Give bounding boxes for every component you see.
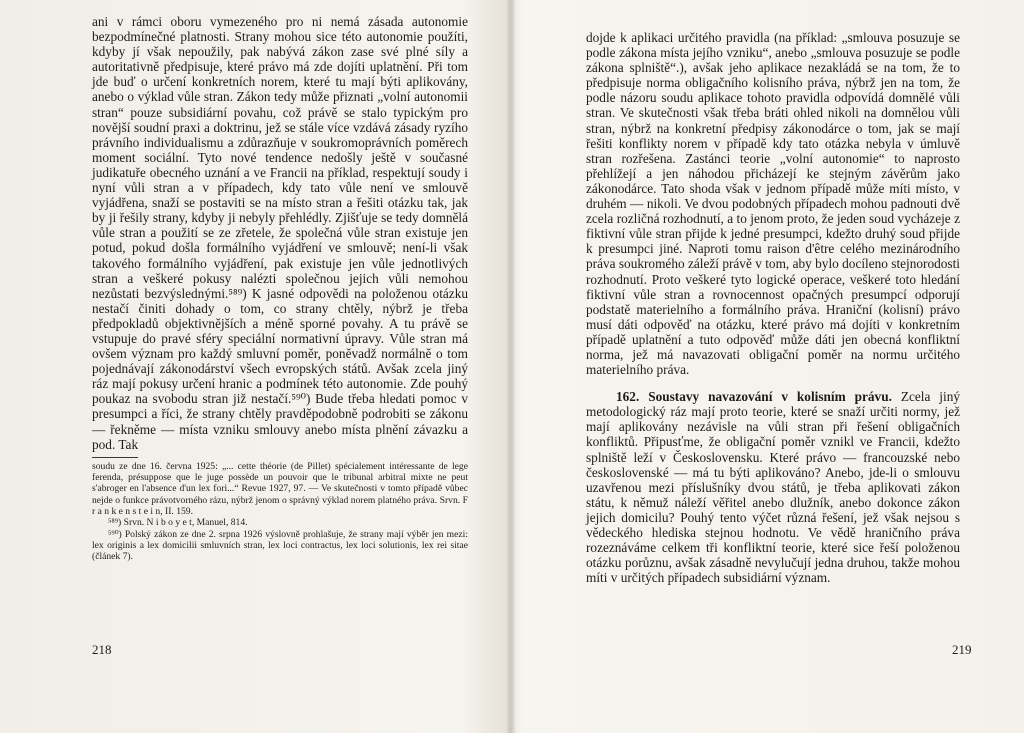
page-number-left: 218 bbox=[92, 642, 112, 657]
footnote-rule bbox=[92, 457, 138, 458]
left-text-block bbox=[92, 14, 468, 562]
footnote-continued: soudu ze dne 16. června 1925: „... cette théorie (de Pillet) spécialement intéressante de lege ferenda, présuppose que le juge possède un pouvoir que le tribunal arbitral mixte ne peut s'abroger en l'absence d'un lex fori...“ Revue 1927, 97. — Ve skutečnosti v tomto případě vůbec nejde o funkce právotvorného rázu, nýbrž jenom o správný výklad norem platného práva. Srvn. F r a n k e n s t e i n, II. 159. bbox=[92, 460, 468, 517]
right-paragraph-2 bbox=[586, 389, 960, 585]
right-text-block bbox=[586, 30, 960, 585]
left-paragraph: ani v rámci oboru vymezeného pro ni nemá zásada autonomie bezpodmínečné platnosti. Strany mohou sice této autonomie použíti, kdyby jí však nepoužily, pak nabývá zákon zase své plné síly a autoritativně předpisuje, které právo má zde dojíti uplatnění. Při tom jde buď o určení konkretních norem, které tu mají býti aplikovány, anebo o výklad vůle stran. Zákon tedy může přiznati „volní autonomii stran“ pouze subsidiární povahu, což právě se stalo typickým pro novější soudní praxi a doktrinu, jež se stále více vzdává zásady ryzího právního individualismu a zdůrazňuje v soukromoprávních poměrech moment sociální. Tyto nové tendence nedošly ještě v současné judikatuře obecného uznání a ve Francii na příklad, respektují soudy i nyní vůli stran a v případech, kdy tato vůle není ve smlouvě vyjádřena, snaží se postaviti se na místo stran a řešiti otázku tak, jak by ji řešily strany, kdyby ji nebyly přehlédly. Zjišťuje se tedy domnělá vůle stran a použití se ze zřetele, že společná vůle stran existuje jen potud, pokud došla formálního vyjádření ve smlouvě; není-li však takového formálního vyjádření, pak existuje jen vůle jednotlivých stran a veškeré pokusy nalézti společnou jejich vůli nemohou nezůstati bezvýslednými.⁵⁸⁹) K jasné odpovědi na položenou otázku nestačí činiti dohady o tom, co strany chtěly, nýbrž je třeba předpokladů objektivnějších a méně sporné povahy. A tu právě se vstupuje do pravé sféry speciální normativní úpravy. Vůle stran má ovšem význam pro každý smluvní poměr, poněvadž normálně o tom pojednávají zákonodárství všech evropských států. Avšak zcela jiný ráz mají pokusy určení hranic a podmínek této autonomie. Zde pouhý poukaz na svobodu stran již nestačí.⁵⁹⁰) Bude třeba hledati pomoc v presumpci a říci, že strany chtěly pravděpodobně podrobiti se zákonu — řekněme — místa vzniku smlouvy anebo místa plnění závazku a pod. Tak bbox=[92, 14, 468, 452]
footnote-589: ⁵⁸⁹) Srvn. N i b o y e t, Manuel, 814. bbox=[108, 517, 248, 529]
right-body-text bbox=[586, 30, 960, 585]
section-heading: 162. Soustavy navazování v kolisním právu. bbox=[616, 389, 892, 405]
page-number-right: 219 bbox=[952, 642, 972, 657]
right-paragraph-2-text: Zcela jiný metodologický ráz mají proto teorie, které se snaží určiti normy, jež mají aplikovány nezávisle na vůli stran při řešení obligačních konfliktů. Připusťme, že obligační poměr vznikl ve Francii, kdežto splniště leží v Československu. Které právo — francouzské nebo československé — má tu býti aplikováno? Anebo, jde-li o smlouvu uzavřenou mezi příslušníky dvou států, je třeba aplikovati zákon státu, k němuž náleží věřitel anebo dlužník, anebo dokonce zákon jejich domicilu? Pouhý tento výčet různá řešení, jež však nejsou s vědeckého hlediska stejnou hodnotu. Ve vědě hraničního práva rozeznáváme celkem tři konfliktní teorie, které sice řeší položenou otázku porůznu, avšak zásadně nevylučují jedna druhou, takže mohou míti v určitých případech subsidiární význam. bbox=[586, 389, 960, 586]
right-page bbox=[514, 0, 1024, 733]
left-page bbox=[0, 0, 508, 733]
footnote-590: ⁵⁹⁰) Polský zákon ze dne 2. srpna 1926 výslovně prohlašuje, že strany mají výběr jen mezi: lex originis a lex domicilii smluvních stran, lex loci contractus, lex loci solutionis, lex rei sitae (článek 7). bbox=[92, 528, 468, 563]
right-paragraph-1: dojde k aplikaci určitého pravidla (na příklad: „smlouva posuzuje se podle zákona místa jejího vzniku“, anebo „smlouva posuzuje se podle zákona splniště“.), avšak jeho aplikace nezakládá se na tom, že to předpisuje norma obligačního kolisního práva, nýbrž jen na tom, že podle názoru soudu aplikace tohoto pravidla odpovídá domnělé vůli stran. Ve skutečnosti však třeba bráti ohled nikoli na domnělou vůli stran, nýbrž na konkretní předpisy zákonodárce o tom, jak se mají řešiti konflikty norem v případě kdy tato otázka nebyla v úmluvě stran rozřešena. Zastánci teorie „volní autonomie“ to naprosto přehlížejí a jen náhodou přicházejí ke stejným závěrům jako zákonodárce. Tato shoda však v jednom případě může míti místo, v druhém — nikoli. Ve dvou podobných případech mohou padnouti dvě zcela rozličná rozhodnutí, a to jenom proto, že jeden soud vycházeje z fiktivní vůle stran přijde k jedné presumpci, kdežto druhý soud přijde k presumpci jiné. Naproti tomu raison d'être celého mezinárodního práva soukromého záleží právě v tom, aby bylo docíleno stejnorodosti rozhodnutí. Proto veškeré tyto logické operace, veškeré toto hledání fiktivní vůle stran a rovnocennost opačných presumpcí odporují podstatě materielního a formálního práva. Hraniční (kolisní) právo musí dáti odpověď na otázku, které právo má dojíti v konkretním případě uplatnění a tuto odpověď může dáti jen obecná konfliktní norma, jež má navazovati obligační poměr na normu určitého materielního práva. bbox=[586, 30, 960, 378]
left-body-text bbox=[92, 14, 468, 452]
